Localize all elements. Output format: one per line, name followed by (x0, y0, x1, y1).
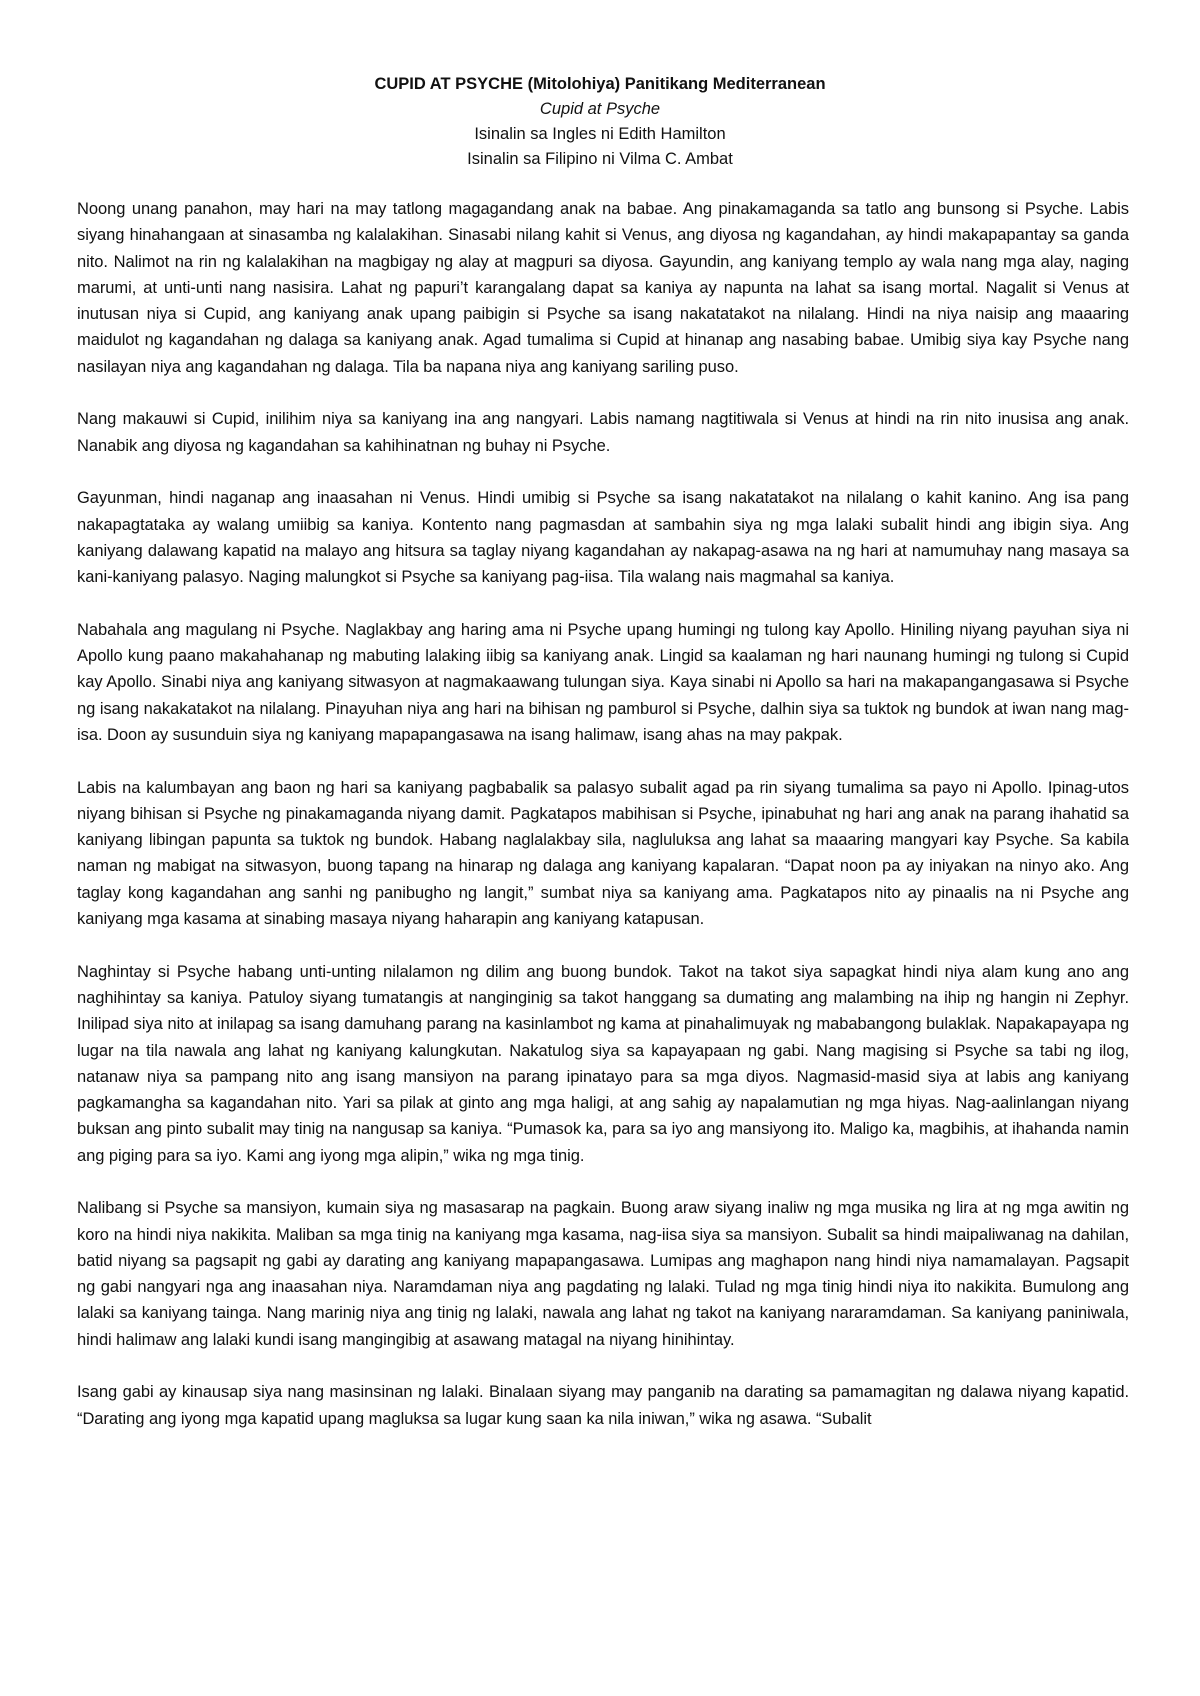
translator-filipino: Isinalin sa Filipino ni Vilma C. Ambat (467, 150, 733, 168)
paragraph: Nalibang si Psyche sa mansiyon, kumain siya ng masasarap na pagkain. Buong araw siyang inaliw ng mga musika ng lira at ng mga awitin ng koro na hindi niya nakikita. Maliban sa mga tinig na kaniyang mga kasama, nag-iisa siya sa mansiyon. Subalit sa hindi maipaliwanag na dahilan, batid niyang sa pagsapit ng gabi ay darating ang kaniyang mapapangasawa. Lumipas ang maghapon nang hindi niya namamalayan. Pagsapit ng gabi nangyari nga ang inaasahan niya. Naramdaman niya ang pagdating ng lalaki. Tulad ng mga tinig hindi niya ito nakikita. Bumulong ang lalaki sa kaniyang tainga. Nang marinig niya ang tinig ng lalaki, nawala ang lahat ng takot na kaniyang nararamdaman. Sa kaniyang paniniwala, hindi halimaw ang lalaki kundi isang mangingibig at asawang matagal na niyang hinihintay. (77, 1199, 1129, 1349)
paragraph: Isang gabi ay kinausap siya nang masinsinan ng lalaki. Binalaan siyang may panganib na darating sa pamamagitan ng dalawa niyang kapatid. “Darating ang iyong mga kapatid upang magluksa sa lugar kung saan ka nila iniwan,” wika ng asawa. “Subalit (77, 1383, 1129, 1428)
document-body (77, 196, 1129, 1458)
document-title: CUPID AT PSYCHE (Mitolohiya) Panitikang Mediterranean (374, 75, 826, 93)
paragraph: Noong unang panahon, may hari na may tatlong magagandang anak na babae. Ang pinakamaganda sa tatlo ang bunsong si Psyche. Labis siyang hinahangaan at sinasamba ng kalalakihan. Sinasabi nilang kahit si Venus, ang diyosa ng kagandahan, ay hindi makapapantay sa ganda nito. Nalimot na rin ng kalalakihan na magbigay ng alay at magpuri sa diyosa. Gayundin, ang kaniyang templo ay wala nang mga alay, naging marumi, at unti-unti nang nasisira. Lahat ng papuri’t karangalang dapat sa kaniya ay napunta na lahat sa isang mortal. Nagalit si Venus at inutusan niya si Cupid, ang kaniyang anak upang paibigin si Psyche sa isang nakatatakot na nilalang. Hindi na niya naisip ang maaaring maidulot ng kagandahan ng dalaga sa kaniyang anak. Agad tumalima si Cupid at hinanap ang nasabing babae. Umibig siya kay Psyche nang nasilayan niya ang kagandahan ng dalaga. Tila ba napana niya ang kaniyang sariling puso. (77, 200, 1129, 376)
paragraph: Gayunman, hindi naganap ang inaasahan ni Venus. Hindi umibig si Psyche sa isang nakatatakot na nilalang o kahit kanino. Ang isa pang nakapagtataka ay walang umiibig sa kaniya. Kontento nang pagmasdan at sambahin siya ng mga lalaki subalit hindi ang ibigin siya. Ang kaniyang dalawang kapatid na malayo ang hitsura sa taglay niyang kagandahan ay nakapag-asawa na ng hari at namumuhay nang masaya sa kani-kaniyang palasyo. Naging malungkot si Psyche sa kaniyang pag-iisa. Tila walang nais magmahal sa kaniya. (77, 489, 1129, 587)
paragraph: Naghintay si Psyche habang unti-unting nilalamon ng dilim ang buong bundok. Takot na takot siya sapagkat hindi niya alam kung ano ang naghihintay sa kaniya. Patuloy siyang tumatangis at nanginginig sa takot hanggang sa dumating ang malambing na ihip ng hangin ni Zephyr. Inilipad siya nito at inilapag sa isang damuhang parang na kasinlambot ng kama at pinahalimuyak ng mababangong bulaklak. Napakapayapa ng lugar na tila nawala ang lahat ng kaniyang kalungkutan. Nakatulog siya sa kapayapaan ng gabi. Nang magising si Psyche sa tabi ng ilog, natanaw niya sa pampang nito ang isang mansiyon na parang ipinatayo para sa mga diyos. Nagmasid-masid siya at labis ang kaniyang pagkamangha sa kagandahan nito. Yari sa pilak at ginto ang mga haligi, at ang sahig ay napalamutian ng mga hiyas. Nag-aalinlangan niyang buksan ang pinto subalit may tinig na nangusap sa kaniya. “Pumasok ka, para sa iyo ang mansiyong ito. Maligo ka, magbihis, at ihahanda namin ang piging para sa iyo. Kami ang iyong mga alipin,” wika ng mga tinig. (77, 962, 1129, 1165)
document-subtitle: Cupid at Psyche (539, 100, 661, 118)
paragraph: Labis na kalumbayan ang baon ng hari sa kaniyang pagbabalik sa palasyo subalit agad pa rin siyang tumalima sa payo ni Apollo. Ipinag-utos niyang bihisan si Psyche ng pinakamaganda niyang damit. Pagkatapos mabihisan si Psyche, ipinabuhat ng hari ang anak na parang ihahatid sa kaniyang libingan papunta sa tuktok ng bundok. Habang naglalakbay sila, nagluluksa ang lahat sa maaaring mangyari kay Psyche. Sa kabila naman ng mabigat na sitwasyon, buong tapang na hinarap ng dalaga ang kaniyang kapalaran. “Dapat noon pa ay iniyakan na ninyo ako. Ang taglay kong kagandahan ang sanhi ng panibugho ng langit,” sumbat niya sa kaniyang ama. Pagkatapos nito ay pinaalis na ni Psyche ang kaniyang mga kasama at sinabing masaya niyang haharapin ang kaniyang katapusan. (77, 778, 1129, 929)
paragraph: Nang makauwi si Cupid, inilihim niya sa kaniyang ina ang nangyari. Labis namang nagtitiwala si Venus at hindi na rin nito inusisa ang anak. Nanabik ang diyosa ng kagandahan sa kahihinatnan ng buhay ni Psyche. (77, 410, 1129, 455)
paragraph: Nabahala ang magulang ni Psyche. Naglakbay ang haring ama ni Psyche upang humingi ng tulong kay Apollo. Hiniling niyang payuhan siya ni Apollo kung paano makahahanap ng mabuting lalaking iibig sa kaniyang anak. Lingid sa kaalaman ng hari naunang humingi ng tulong si Cupid kay Apollo. Sinabi niya ang kaniyang sitwasyon at nagmakaawang tulungan siya. Kaya sinabi ni Apollo sa hari na makapangangasawa si Psyche ng isang nakakatakot na nilalang. Pinayuhan niya ang hari na bihisan ng pamburol si Psyche, dalhin siya sa tuktok ng bundok at iwan nang mag-isa. Doon ay susunduin siya ng kaniyang mapapangasawa na isang halimaw, isang ahas na may pakpak. (77, 620, 1129, 744)
document-header (0, 72, 1200, 172)
translator-english: Isinalin sa Ingles ni Edith Hamilton (474, 125, 726, 143)
